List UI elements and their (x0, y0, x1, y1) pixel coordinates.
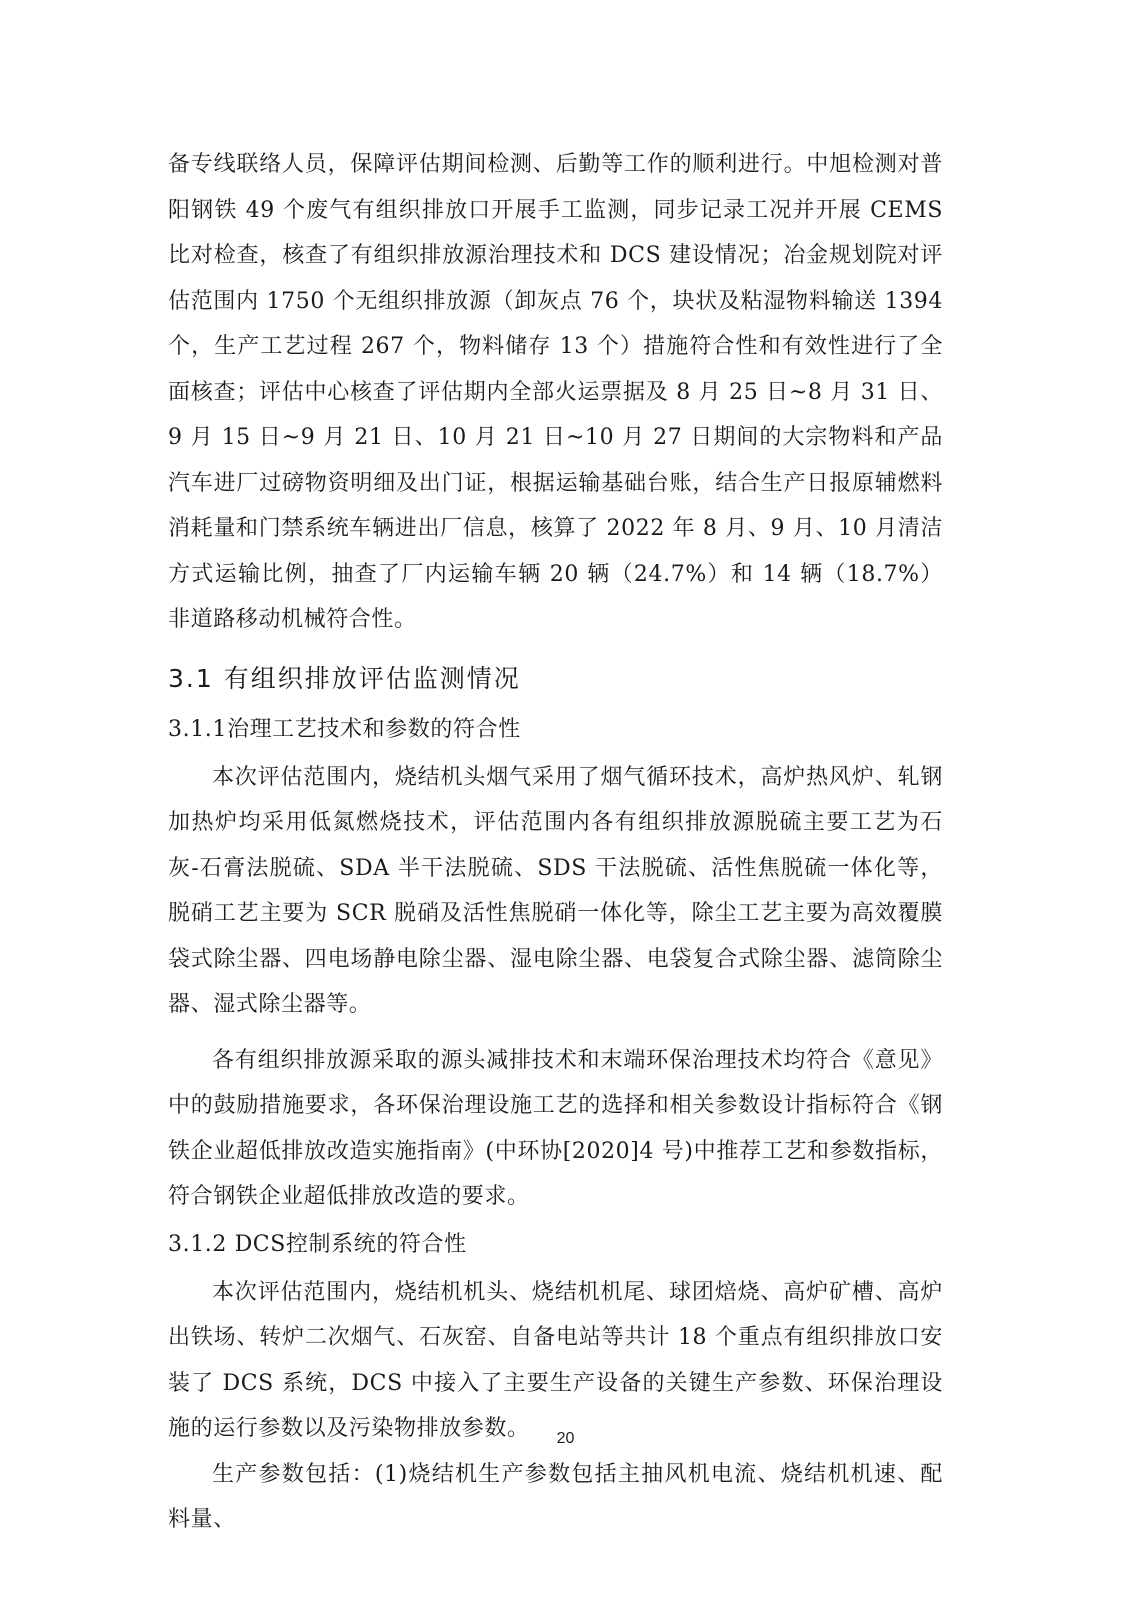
subsection-heading-3-1-2: 3.1.2 DCS控制系统的符合性 (168, 1231, 467, 1257)
paragraph-3-1-2-b: 生产参数包括：(1)烧结机生产参数包括主抽风机电流、烧结机机速、配料量、 (168, 1461, 943, 1532)
page-number: 20 (556, 1430, 575, 1447)
section-heading-3-1: 3.1 有组织排放评估监测情况 (168, 663, 521, 693)
paragraph-continued: 备专线联络人员，保障评估期间检测、后勤等工作的顺利进行。中旭检测对普阳钢铁 49 个废气有组织排放口开展手工监测，同步记录工况并开展 CEMS 比对检查，核查了有组织排放源治理技术和 DCS 建设情况；冶金规划院对评估范围内 1750 个无组织排放源（卸灰点 76 个，块状及粘湿物料输送 1394 个，生产工艺过程 267 个，物料储存 13 个）措施符合性和有效性进行了全面核查；评估中心核查了评估期内全部火运票据及 8 月 25 日~8 月 31 日、9 月 15 日~9 月 21 日、10 月 21 日~10 月 27 日期间的大宗物料和产品汽车进厂过磅物资明细及出门证，根据运输基础台账，结合生产日报原辅燃料消耗量和门禁系统车辆进出厂信息，核算了 2022 年 8 月、9 月、10 月清洁方式运输比例，抽查了厂内运输车辆 20 辆（24.7%）和 14 辆（18.7%）非道路移动机械符合性。 (168, 152, 943, 632)
paragraph-3-1-1-a: 本次评估范围内，烧结机头烟气采用了烟气循环技术，高炉热风炉、轧钢加热炉均采用低氮燃烧技术，评估范围内各有组织排放源脱硫主要工艺为石灰-石膏法脱硫、SDA 半干法脱硫、SDS 干法脱硫、活性焦脱硫一体化等，脱硝工艺主要为 SCR 脱硝及活性焦脱硝一体化等，除尘工艺主要为高效覆膜袋式除尘器、四电场静电除尘器、湿电除尘器、电袋复合式除尘器、滤筒除尘器、湿式除尘器等。 (168, 764, 943, 1017)
paragraph-3-1-1-b: 各有组织排放源采取的源头减排技术和末端环保治理技术均符合《意见》中的鼓励措施要求，各环保治理设施工艺的选择和相关参数设计指标符合《钢铁企业超低排放改造实施指南》(中环协[2020]4 号)中推荐工艺和参数指标，符合钢铁企业超低排放改造的要求。 (168, 1047, 943, 1209)
paragraph-3-1-2-a: 本次评估范围内，烧结机机头、烧结机机尾、球团焙烧、高炉矿槽、高炉出铁场、转炉二次烟气、石灰窑、自备电站等共计 18 个重点有组织排放口安装了 DCS 系统，DCS 中接入了主要生产设备的关键生产参数、环保治理设施的运行参数以及污染物排放参数。 (168, 1279, 943, 1441)
subsection-heading-3-1-1: 3.1.1治理工艺技术和参数的符合性 (168, 716, 521, 742)
page-content (168, 142, 943, 1543)
